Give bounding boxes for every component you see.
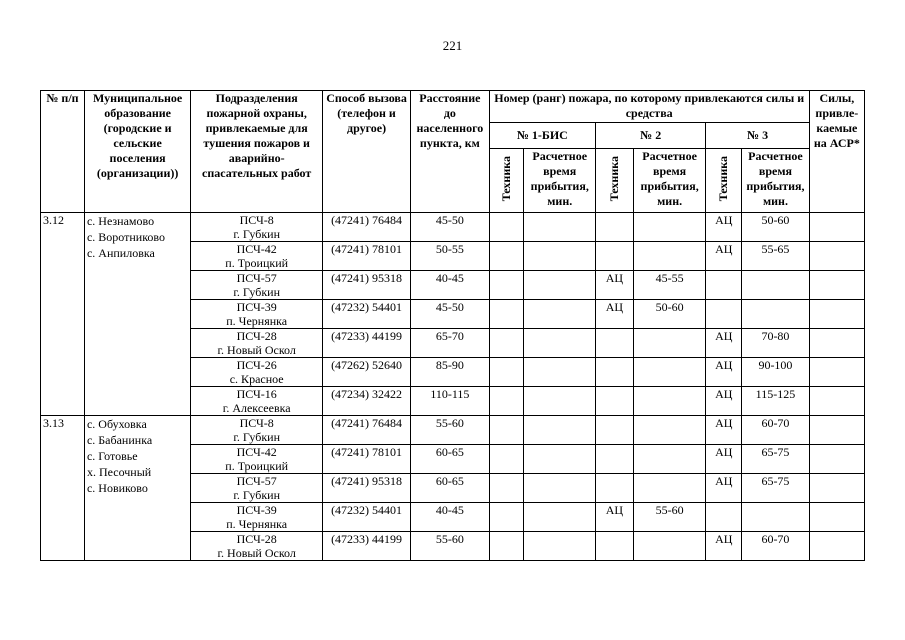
header-call-method: Способ вызова (телефон и другое) — [323, 91, 411, 213]
rank2-tech-cell — [596, 213, 634, 242]
phone-cell: (47241) 76484 — [323, 213, 411, 242]
asr-cell — [809, 387, 864, 416]
rank3-tech-cell: АЦ — [706, 329, 742, 358]
distance-cell: 60-65 — [411, 445, 490, 474]
municipality-item: с. Воротниково — [86, 230, 166, 244]
unit-name: ПСЧ-42 — [236, 445, 277, 459]
asr-cell — [809, 358, 864, 387]
rank2-time-cell — [633, 213, 706, 242]
rank2-time-cell — [633, 445, 706, 474]
rank1-tech-cell — [489, 532, 524, 561]
rank2-tech-cell — [596, 416, 634, 445]
rank2-time-cell — [633, 474, 706, 503]
rank1-time-cell — [524, 242, 596, 271]
distance-cell: 85-90 — [411, 358, 490, 387]
header-arrival-3: Расчетное время прибытия, мин. — [742, 149, 810, 213]
phone-cell: (47241) 95318 — [323, 474, 411, 503]
rank2-tech-cell — [596, 329, 634, 358]
unit-location: п. Троицкий — [225, 459, 289, 473]
rank1-time-cell — [524, 387, 596, 416]
rank2-time-cell — [633, 242, 706, 271]
rank3-time-cell — [742, 271, 810, 300]
distance-cell: 55-60 — [411, 532, 490, 561]
rank3-tech-cell: АЦ — [706, 416, 742, 445]
unit-location: г. Губкин — [233, 227, 281, 241]
rank1-tech-cell — [489, 416, 524, 445]
unit-location: г. Губкин — [233, 285, 281, 299]
header-rank-1bis: № 1-БИС — [489, 123, 595, 149]
asr-cell — [809, 474, 864, 503]
rank2-time-cell — [633, 387, 706, 416]
unit-cell — [191, 503, 323, 532]
rank2-tech-cell — [596, 387, 634, 416]
table-body — [41, 213, 865, 561]
forces-table — [40, 90, 865, 561]
distance-cell: 40-45 — [411, 503, 490, 532]
municipality-cell — [84, 416, 190, 561]
municipality-cell — [84, 213, 190, 416]
unit-name: ПСЧ-26 — [236, 358, 277, 372]
phone-cell: (47241) 95318 — [323, 271, 411, 300]
unit-name: ПСЧ-8 — [239, 416, 274, 430]
municipality-item: с. Готовье — [86, 449, 138, 463]
unit-name: ПСЧ-16 — [236, 387, 277, 401]
header-rank-2: № 2 — [596, 123, 706, 149]
asr-cell — [809, 532, 864, 561]
rank1-tech-cell — [489, 300, 524, 329]
unit-cell — [191, 474, 323, 503]
unit-name: ПСЧ-42 — [236, 242, 277, 256]
table-row — [41, 213, 865, 242]
row-number: 3.12 — [41, 213, 85, 416]
rank1-time-cell — [524, 503, 596, 532]
rank3-time-cell: 70-80 — [742, 329, 810, 358]
rank3-tech-cell: АЦ — [706, 358, 742, 387]
distance-cell: 45-50 — [411, 213, 490, 242]
asr-cell — [809, 503, 864, 532]
rank3-time-cell: 60-70 — [742, 416, 810, 445]
rank2-tech-cell — [596, 242, 634, 271]
header-num: № п/п — [41, 91, 85, 213]
header-arrival-2: Расчетное время прибытия, мин. — [633, 149, 706, 213]
header-distance: Расстояние до населенного пункта, км — [411, 91, 490, 213]
unit-location: г. Губкин — [233, 488, 281, 502]
phone-cell: (47262) 52640 — [323, 358, 411, 387]
rank2-time-cell: 50-60 — [633, 300, 706, 329]
rank1-time-cell — [524, 532, 596, 561]
unit-name: ПСЧ-39 — [236, 300, 277, 314]
header-tech-1: Техника — [499, 155, 514, 202]
rank3-tech-cell — [706, 503, 742, 532]
rank2-tech-cell: АЦ — [596, 271, 634, 300]
rank2-time-cell — [633, 358, 706, 387]
rank1-tech-cell — [489, 503, 524, 532]
unit-cell — [191, 242, 323, 271]
rank2-time-cell: 45-55 — [633, 271, 706, 300]
rank3-tech-cell: АЦ — [706, 532, 742, 561]
header-tech-3: Техника — [716, 155, 731, 202]
rank3-time-cell: 90-100 — [742, 358, 810, 387]
rank1-tech-cell — [489, 387, 524, 416]
distance-cell: 50-55 — [411, 242, 490, 271]
rank3-time-cell — [742, 300, 810, 329]
header-rank-3: № 3 — [706, 123, 809, 149]
distance-cell: 110-115 — [411, 387, 490, 416]
rank3-tech-cell: АЦ — [706, 445, 742, 474]
rank1-tech-cell — [489, 358, 524, 387]
header-tech-2: Техника — [606, 155, 621, 202]
municipality-item: с. Анпиловка — [86, 246, 155, 260]
rank2-tech-cell — [596, 532, 634, 561]
page-number: 221 — [442, 38, 463, 53]
rank2-tech-cell — [596, 445, 634, 474]
row-number: 3.13 — [41, 416, 85, 561]
header-asr: Силы, привле-каемые на АСР* — [809, 91, 864, 213]
phone-cell: (47232) 54401 — [323, 300, 411, 329]
rank3-tech-cell: АЦ — [706, 213, 742, 242]
rank2-time-cell — [633, 532, 706, 561]
rank2-tech-cell: АЦ — [596, 503, 634, 532]
table-row — [41, 416, 865, 445]
rank3-time-cell: 65-75 — [742, 445, 810, 474]
unit-cell — [191, 387, 323, 416]
rank1-time-cell — [524, 329, 596, 358]
asr-cell — [809, 416, 864, 445]
municipality-item: с. Новиково — [86, 481, 148, 495]
phone-cell: (47241) 78101 — [323, 242, 411, 271]
asr-cell — [809, 445, 864, 474]
distance-cell: 40-45 — [411, 271, 490, 300]
rank1-time-cell — [524, 416, 596, 445]
rank3-tech-cell: АЦ — [706, 387, 742, 416]
rank1-time-cell — [524, 271, 596, 300]
rank1-tech-cell — [489, 213, 524, 242]
rank2-time-cell — [633, 416, 706, 445]
distance-cell: 65-70 — [411, 329, 490, 358]
phone-cell: (47234) 32422 — [323, 387, 411, 416]
rank3-time-cell: 50-60 — [742, 213, 810, 242]
asr-cell — [809, 271, 864, 300]
municipality-item: х. Песочный — [86, 465, 152, 479]
asr-cell — [809, 213, 864, 242]
phone-cell: (47232) 54401 — [323, 503, 411, 532]
header-fire-number: Номер (ранг) пожара, по которому привлекаются силы и средства — [489, 91, 809, 123]
unit-cell — [191, 271, 323, 300]
municipality-item: с. Незнамово — [86, 214, 155, 228]
unit-cell — [191, 300, 323, 329]
phone-cell: (47241) 78101 — [323, 445, 411, 474]
phone-cell: (47233) 44199 — [323, 329, 411, 358]
header-units: Подразделения пожарной охраны, привлекаемые для тушения пожаров и аварийно-спасательных работ — [191, 91, 323, 213]
rank3-time-cell: 60-70 — [742, 532, 810, 561]
unit-name: ПСЧ-8 — [239, 213, 274, 227]
rank3-time-cell: 115-125 — [742, 387, 810, 416]
unit-name: ПСЧ-39 — [236, 503, 277, 517]
rank1-tech-cell — [489, 445, 524, 474]
header-arrival-1: Расчетное время прибытия, мин. — [524, 149, 596, 213]
rank1-time-cell — [524, 474, 596, 503]
rank3-tech-cell — [706, 271, 742, 300]
municipality-item: с. Бабанинка — [86, 433, 153, 447]
rank1-time-cell — [524, 445, 596, 474]
rank2-time-cell: 55-60 — [633, 503, 706, 532]
unit-cell — [191, 445, 323, 474]
unit-location: г. Губкин — [233, 430, 281, 444]
unit-location: п. Троицкий — [225, 256, 289, 270]
rank3-tech-cell — [706, 300, 742, 329]
rank3-time-cell: 65-75 — [742, 474, 810, 503]
rank3-time-cell — [742, 503, 810, 532]
phone-cell: (47241) 76484 — [323, 416, 411, 445]
municipality-item: с. Обуховка — [86, 417, 147, 431]
rank2-tech-cell — [596, 474, 634, 503]
unit-location: г. Новый Оскол — [217, 343, 296, 357]
rank2-time-cell — [633, 329, 706, 358]
rank2-tech-cell: АЦ — [596, 300, 634, 329]
rank1-tech-cell — [489, 242, 524, 271]
rank1-time-cell — [524, 213, 596, 242]
header-municipality: Муниципальное образование (городские и сельские поселения (организации)) — [84, 91, 190, 213]
distance-cell: 45-50 — [411, 300, 490, 329]
rank1-tech-cell — [489, 329, 524, 358]
unit-cell — [191, 416, 323, 445]
asr-cell — [809, 300, 864, 329]
unit-location: г. Алексеевка — [222, 401, 291, 415]
unit-location: п. Чернянка — [226, 517, 288, 531]
unit-location: г. Новый Оскол — [217, 546, 296, 560]
unit-location: с. Красное — [229, 372, 284, 386]
unit-cell — [191, 532, 323, 561]
unit-name: ПСЧ-57 — [236, 474, 277, 488]
rank3-tech-cell: АЦ — [706, 242, 742, 271]
rank1-time-cell — [524, 358, 596, 387]
unit-cell — [191, 213, 323, 242]
unit-name: ПСЧ-28 — [236, 532, 277, 546]
rank1-tech-cell — [489, 271, 524, 300]
rank1-time-cell — [524, 300, 596, 329]
distance-cell: 60-65 — [411, 474, 490, 503]
rank1-tech-cell — [489, 474, 524, 503]
unit-name: ПСЧ-57 — [236, 271, 277, 285]
unit-location: п. Чернянка — [226, 314, 288, 328]
rank3-tech-cell: АЦ — [706, 474, 742, 503]
rank2-tech-cell — [596, 358, 634, 387]
distance-cell: 55-60 — [411, 416, 490, 445]
asr-cell — [809, 242, 864, 271]
asr-cell — [809, 329, 864, 358]
rank3-time-cell: 55-65 — [742, 242, 810, 271]
phone-cell: (47233) 44199 — [323, 532, 411, 561]
unit-cell — [191, 358, 323, 387]
unit-cell — [191, 329, 323, 358]
unit-name: ПСЧ-28 — [236, 329, 277, 343]
